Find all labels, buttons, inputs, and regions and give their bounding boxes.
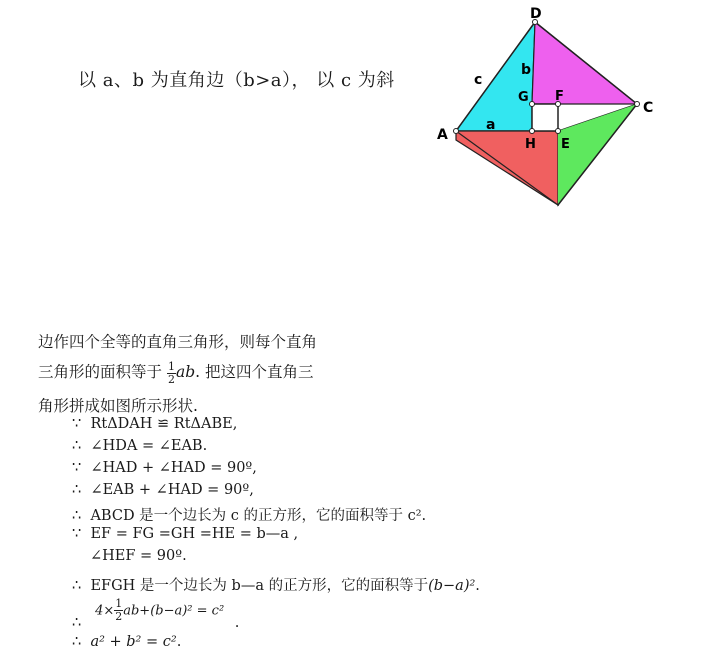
label-c: C (643, 100, 654, 116)
proof-line-7: ∠HEF = 90º. (90, 548, 187, 564)
equation-1: ∴ 4× $\frac{1}{2}$ ab+(b−a)² = c² . (72, 597, 240, 631)
paragraph-line-3: 角形拼成如图所示形状. (38, 397, 198, 415)
label-d: D (530, 6, 542, 22)
proof-line-2: ∴ ∠HDA = ∠EAB. (72, 438, 208, 454)
point-a (454, 129, 459, 134)
point-h (530, 129, 535, 134)
equation-2: ∴ a² + b² = c². (72, 634, 182, 650)
point-e (556, 129, 561, 134)
label-e: E (561, 137, 570, 152)
intro-text: 以 a、b 为直角边（b>a）， 以 c 为斜 (78, 70, 395, 91)
proof-line-3: ∵ ∠HAD + ∠HAD = 90º, (72, 460, 257, 476)
proof-line-4: ∴ ∠EAB + ∠HAD = 90º, (72, 482, 254, 498)
proof-line-1: ∵ RtΔDAH ≌ RtΔABE, (72, 416, 238, 432)
pythagoras-figure (432, 0, 662, 210)
label-g: G (518, 90, 529, 105)
label-f: F (555, 89, 564, 104)
inner-square (532, 104, 558, 131)
proof-line-8: ∴ EFGH 是一个边长为 b—a 的正方形，它的面积等于(b−a)². (72, 578, 480, 594)
paragraph-line-1: 边作四个全等的直角三角形，则每个直角 (38, 333, 318, 351)
label-a-side: a (486, 117, 496, 133)
fraction-half: $\frac{1}{2}$ (167, 359, 175, 386)
paragraph-line-2: 三角形的面积等于 $\frac{1}{2}$ ab. 把这四个直角三 (38, 359, 314, 386)
label-h: H (525, 137, 536, 152)
point-g (530, 102, 535, 107)
fraction-half-eq: $\frac{1}{2}$ (115, 597, 123, 623)
point-c (635, 102, 640, 107)
proof-line-6: ∵ EF = FG =GH =HE = b—a , (72, 526, 299, 542)
label-b: b (521, 62, 532, 78)
label-a: A (437, 127, 448, 143)
label-c-side: c (474, 72, 483, 88)
proof-line-5: ∴ ABCD 是一个边长为 c 的正方形，它的面积等于 c². (72, 508, 427, 524)
